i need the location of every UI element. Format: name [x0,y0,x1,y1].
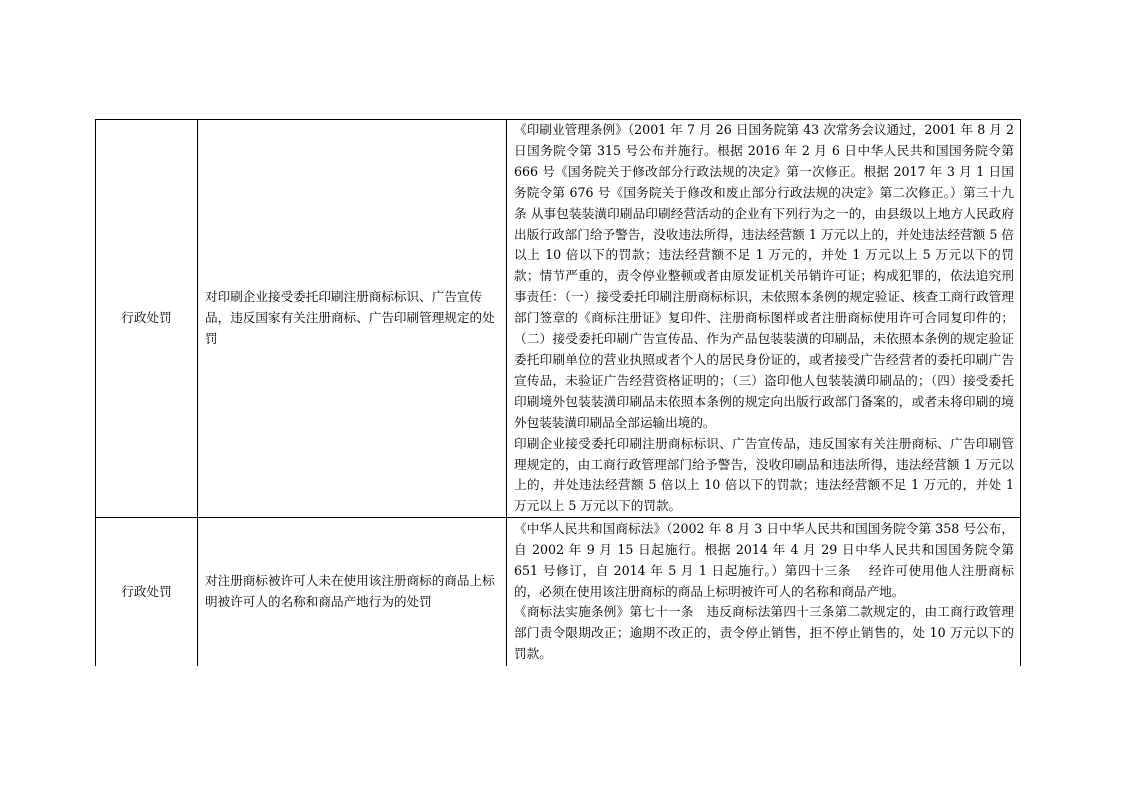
penalty-type-cell [96,120,198,518]
legal-basis-paragraph: 《中华人民共和国商标法》（2002 年 8 月 3 日中华人民共和国国务院令第 358 号公布，自 2002 年 9 月 15 日起施行。根据 2014 年 4 月 29 日中华人民共和国国务院令第 651 号修订，自 2014 年 5 月 1 日起施行。）第四十三条 经许可使用他人注册商标的，必须在使用该注册商标的商品上标明被许可人的名称和商品产地。 [514,520,1014,599]
penalty-type-cell [96,518,198,666]
legal-basis-paragraph: 印刷企业接受委托印刷注册商标标识、广告宣传品，违反国家有关注册商标、广告印刷管理规定的，由工商行政管理部门给予警告，没收印刷品和违法所得，违法经营额 1 万元以上的，并处违法经营额 5 倍以上 10 倍以下的罚款；违法经营额不足 1 万元的，并处 1 万元以上 5 万元以下的罚款。 [514,435,1014,514]
penalty-item-text: 对注册商标被许可人未在使用该注册商标的商品上标明被许可人的名称和商品产地行为的处罚 [205,573,495,609]
penalty-type-text: 行政处罚 [121,583,172,599]
penalty-item-cell [198,120,507,518]
legal-basis-cell [507,518,1021,666]
legal-basis-paragraph: 《商标法实施条例》第七十一条 违反商标法第四十三条第二款规定的，由工商行政管理部门责令限期改正；逾期不改正的，责令停止销售，拒不停止销售的，处 10 万元以下的罚款。 [514,604,1014,662]
legal-basis-cell [507,120,1021,518]
table-row [96,120,1021,518]
penalty-item-text: 对印刷企业接受委托印刷注册商标标识、广告宣传品，违反国家有关注册商标、广告印刷管理规定的处罚 [205,289,495,347]
penalty-type-text: 行政处罚 [121,310,172,326]
penalty-table [95,119,1021,666]
legal-basis-paragraph: 《印刷业管理条例》（2001 年 7 月 26 日国务院第 43 次常务会议通过，2001 年 8 月 2 日国务院令第 315 号公布并施行。根据 2016 年 2 月 6 日中华人民共和国国务院令第 666 号《国务院关于修改部分行政法规的决定》第一次修正。根据 2017 年 3 月 1 日国务院令第 676 号《国务院关于修改和废止部分行政法规的决定》第二次修正。）第三十九条 从事包装装潢印刷品印刷经营活动的企业有下列行为之一的，由县级以上地方人民政府出版行政部门给予警告，没收违法所得，违法经营额 1 万元以上的，并处违法经营额 5 倍以上 10 倍以下的罚款；违法经营额不足 1 万元的，并处 1 万元以上 5 万元以下的罚款；情节严重的，责令停业整顿或者由原发证机关吊销许可证；构成犯罪的，依法追究刑事责任：（一）接受委托印刷注册商标标识，未依照本条例的规定验证、核查工商行政管理部门签章的《商标注册证》复印件、注册商标图样或者注册商标使用许可合同复印件的；（二）接受委托印刷广告宣传品、作为产品包装装潢的印刷品，未依照本条例的规定验证委托印刷单位的营业执照或者个人的居民身份证的，或者接受广告经营者的委托印刷广告宣传品，未验证广告经营资格证明的；（三）盗印他人包装装潢印刷品的；（四）接受委托印刷境外包装装潢印刷品未依照本条例的规定向出版行政部门备案的，或者未将印刷的境外包装装潢印刷品全部运输出境的。 [514,122,1014,430]
table-row [96,518,1021,666]
penalty-item-cell [198,518,507,666]
